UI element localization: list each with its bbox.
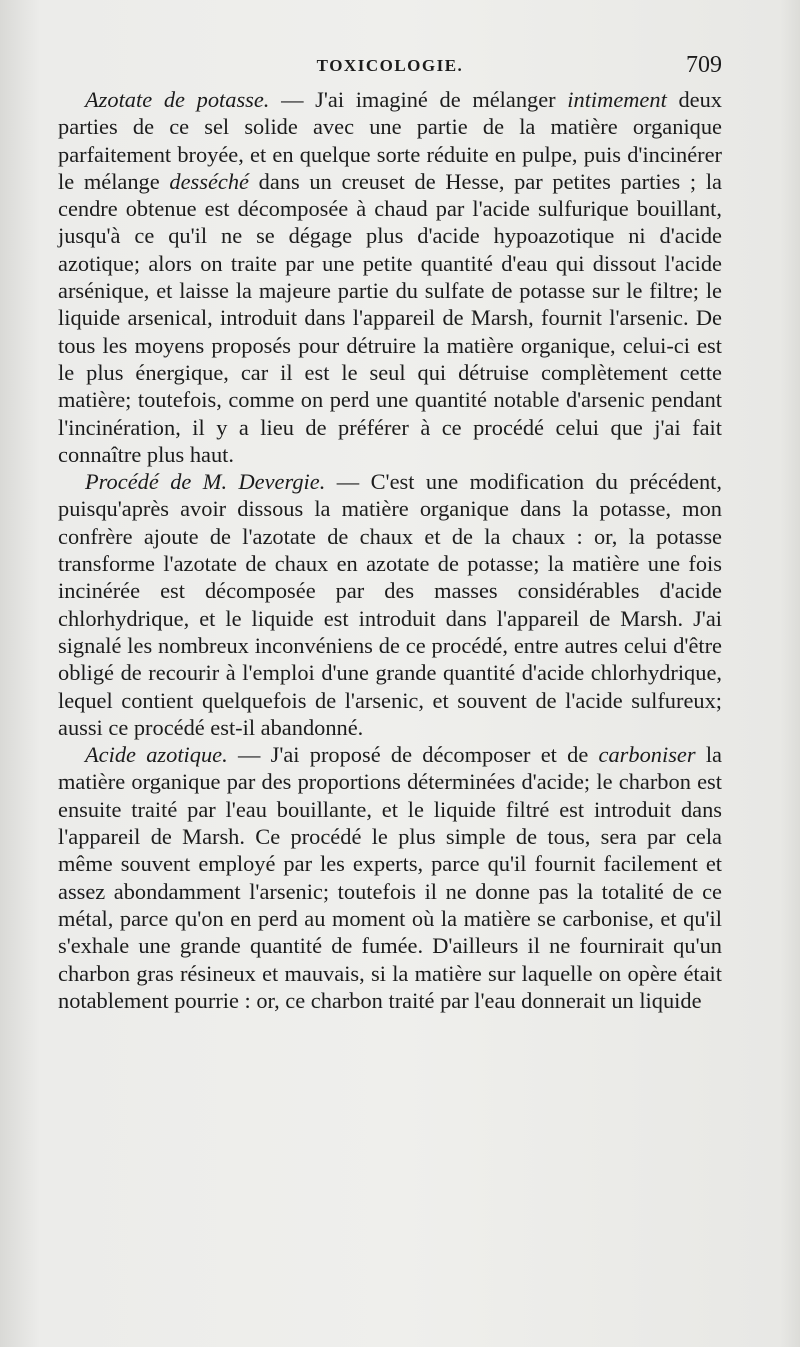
paragraph-text: — C'est une modification du précédent, puisqu'après avoir dissous la matière organique dans la potasse, mon confrère ajoute de l'azotate de chaux et de la chaux : or, la potasse transforme l'azotate de chaux en azotate de potasse; la matière une fois incinérée est décomposée par des masses considérables d'acide chlorhydrique, et le liquide est introduit dans l'appareil de Marsh. J'ai signalé les nombreux inconvéniens de ce procédé, entre autres celui d'être obligé de recourir à l'emploi d'une grande quantité d'acide chlorhydrique, lequel contient quelquefois de l'arsenic, et souvent de l'acide sulfureux; aussi ce procédé est-il abandonné. — [58, 469, 722, 740]
paragraph-text: la matière organique par des proportions déterminées d'acide; le charbon est ensuite traité par l'eau bouillante, et le liquide filtré est introduit dans l'appareil de Marsh. Ce procédé le plus simple de tous, sera par cela même souvent employé par les experts, parce qu'il fournit facilement et assez abondamment l'arsenic; toutefois il ne donne pas la totalité de ce métal, parce qu'on en perd au moment où la matière se carbonise, et qu'il s'exhale une grande quantité de fumée. D'ailleurs il ne fournirait qu'un charbon gras résineux et mauvais, si la matière sur laquelle on opère était notablement pourrie : or, ce charbon traité par l'eau donnerait un liquide — [58, 742, 722, 1013]
italic-text: desséché — [169, 168, 249, 194]
paragraph-heading: Acide azotique. — [85, 742, 228, 768]
italic-text: carboniser — [598, 742, 696, 768]
paragraph-text: — J'ai proposé de décomposer et de — [227, 742, 599, 768]
paragraph-text: dans un creuset de Hesse, par petites parties ; la cendre obtenue est décomposée à chaud par l'acide sulfurique bouillant, jusqu'à ce qu'il ne se dégage plus d'acide hypoazotique ni d'acide azotique; alors on traite par une petite quantité d'eau qui dissout l'acide arsénique, et laisse la majeure partie du sulfate de potasse sur le filtre; le liquide arsenical, introduit dans l'appareil de Marsh, fournit l'arsenic. De tous les moyens proposés pour détruire la matière organique, celui-ci est le plus énergique, car il est le seul qui détruise complètement cette matière; toutefois, comme on perd une quantité notable d'arsenic pendant l'incinération, il y a lieu de préférer à ce procédé celui que j'ai fait connaître plus haut. — [58, 168, 722, 467]
italic-text: intimement — [567, 87, 667, 112]
paragraph-text: — J'ai imaginé de mélanger — [269, 87, 568, 112]
running-title: TOXICOLOGIE. — [316, 56, 464, 75]
page-header — [58, 52, 722, 86]
body-text — [58, 86, 722, 1014]
paragraph — [58, 468, 722, 741]
paragraph-heading: Procédé de M. Devergie. — [85, 469, 326, 495]
page-number: 709 — [686, 52, 722, 78]
paragraph-text: deux parties de ce sel solide avec une partie de la matière organique parfaitement broyée, et en quelque sorte réduite en pulpe, puis d'incinérer le mélange — [58, 87, 722, 194]
paragraph-heading: Azotate de potasse. — [85, 87, 270, 112]
paragraph — [58, 86, 722, 468]
paragraph — [58, 741, 722, 1014]
